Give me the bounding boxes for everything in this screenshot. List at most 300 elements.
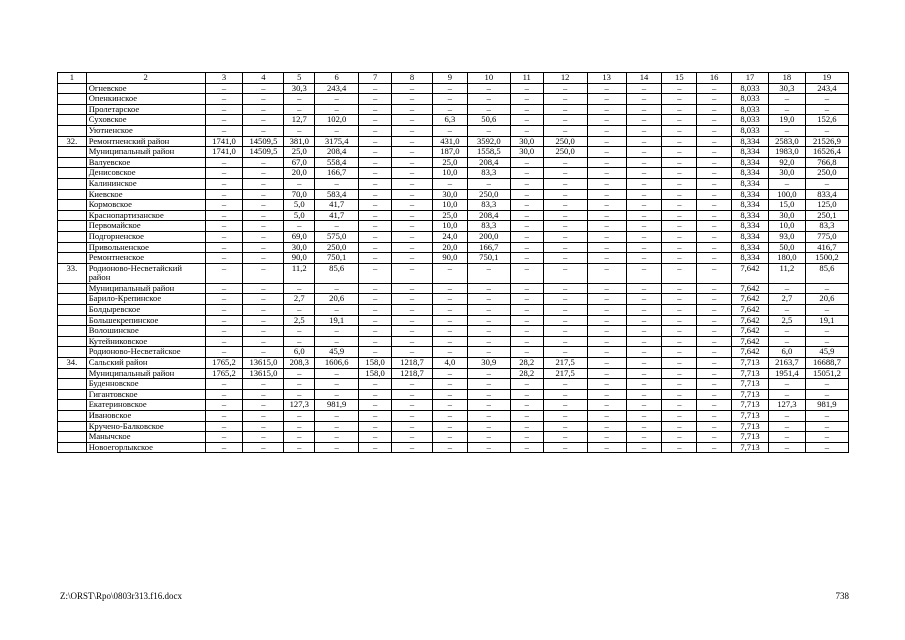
value-cell: – bbox=[205, 326, 243, 337]
value-cell: – bbox=[391, 157, 432, 168]
value-cell: – bbox=[662, 421, 697, 432]
value-cell: 7,713 bbox=[732, 432, 769, 443]
name-cell: Калининское bbox=[86, 178, 205, 189]
value-cell: 217,5 bbox=[543, 358, 587, 369]
value-cell: 7,713 bbox=[732, 379, 769, 390]
table-row bbox=[58, 379, 849, 390]
value-cell: – bbox=[243, 411, 284, 422]
value-cell: 7,642 bbox=[732, 347, 769, 358]
value-cell: 125,0 bbox=[805, 200, 848, 211]
value-cell: – bbox=[359, 432, 392, 443]
value-cell: 19,0 bbox=[768, 115, 805, 126]
value-cell: – bbox=[432, 336, 467, 347]
value-cell: 21526,9 bbox=[805, 136, 848, 147]
value-cell: 13615,0 bbox=[243, 358, 284, 369]
value-cell: – bbox=[626, 400, 662, 411]
row-number-cell bbox=[58, 189, 87, 200]
value-cell: – bbox=[432, 442, 467, 453]
value-cell: – bbox=[284, 125, 315, 136]
value-cell: 381,0 bbox=[284, 136, 315, 147]
value-cell: – bbox=[391, 411, 432, 422]
value-cell: 2583,0 bbox=[768, 136, 805, 147]
value-cell: 30,0 bbox=[284, 242, 315, 253]
value-cell: – bbox=[662, 400, 697, 411]
value-cell: – bbox=[662, 283, 697, 294]
value-cell: – bbox=[205, 421, 243, 432]
value-cell: – bbox=[432, 379, 467, 390]
table-row bbox=[58, 336, 849, 347]
value-cell: – bbox=[587, 242, 626, 253]
name-cell: Муниципальный район bbox=[86, 147, 205, 158]
value-cell: 766,8 bbox=[805, 157, 848, 168]
value-cell: – bbox=[359, 326, 392, 337]
value-cell: – bbox=[768, 94, 805, 105]
row-number-cell: 34. bbox=[58, 358, 87, 369]
value-cell: – bbox=[391, 189, 432, 200]
row-number-cell bbox=[58, 253, 87, 264]
value-cell: – bbox=[432, 178, 467, 189]
name-cell: Буденновское bbox=[86, 379, 205, 390]
value-cell: – bbox=[626, 389, 662, 400]
value-cell: – bbox=[768, 379, 805, 390]
value-cell: 3592,0 bbox=[467, 136, 510, 147]
value-cell: – bbox=[587, 168, 626, 179]
value-cell: 575,0 bbox=[315, 231, 359, 242]
value-cell: – bbox=[391, 442, 432, 453]
value-cell: 85,6 bbox=[315, 263, 359, 283]
name-cell: Огневское bbox=[86, 83, 205, 94]
value-cell: 15,0 bbox=[768, 200, 805, 211]
value-cell: – bbox=[359, 231, 392, 242]
value-cell: 243,4 bbox=[315, 83, 359, 94]
value-cell: 7,713 bbox=[732, 411, 769, 422]
value-cell: – bbox=[205, 115, 243, 126]
value-cell: – bbox=[587, 411, 626, 422]
value-cell: – bbox=[697, 326, 732, 337]
value-cell: – bbox=[662, 83, 697, 94]
value-cell: – bbox=[697, 400, 732, 411]
value-cell: – bbox=[626, 178, 662, 189]
value-cell: 7,642 bbox=[732, 305, 769, 316]
value-cell: – bbox=[243, 242, 284, 253]
value-cell: – bbox=[587, 104, 626, 115]
value-cell: – bbox=[543, 125, 587, 136]
value-cell: – bbox=[510, 115, 543, 126]
value-cell: – bbox=[432, 305, 467, 316]
value-cell: – bbox=[697, 189, 732, 200]
value-cell: – bbox=[662, 315, 697, 326]
table-row bbox=[58, 368, 849, 379]
value-cell: 7,642 bbox=[732, 326, 769, 337]
value-cell: 20,6 bbox=[805, 294, 848, 305]
value-cell: – bbox=[805, 94, 848, 105]
value-cell: – bbox=[391, 305, 432, 316]
header-row bbox=[58, 73, 849, 84]
value-cell: 2163,7 bbox=[768, 358, 805, 369]
value-cell: – bbox=[697, 347, 732, 358]
value-cell: 416,7 bbox=[805, 242, 848, 253]
value-cell: – bbox=[697, 253, 732, 264]
row-number-cell: 33. bbox=[58, 263, 87, 283]
value-cell: 208,4 bbox=[315, 147, 359, 158]
row-number-cell bbox=[58, 389, 87, 400]
value-cell: – bbox=[391, 432, 432, 443]
row-number-cell bbox=[58, 231, 87, 242]
value-cell: – bbox=[510, 178, 543, 189]
value-cell: – bbox=[805, 379, 848, 390]
value-cell: – bbox=[697, 421, 732, 432]
value-cell: – bbox=[205, 189, 243, 200]
value-cell: – bbox=[359, 283, 392, 294]
value-cell: – bbox=[467, 389, 510, 400]
value-cell: 14509,5 bbox=[243, 136, 284, 147]
value-cell: 5,0 bbox=[284, 200, 315, 211]
value-cell: 2,7 bbox=[768, 294, 805, 305]
value-cell: – bbox=[662, 168, 697, 179]
value-cell: – bbox=[205, 283, 243, 294]
value-cell: – bbox=[432, 326, 467, 337]
value-cell: – bbox=[391, 336, 432, 347]
value-cell: – bbox=[626, 315, 662, 326]
value-cell: – bbox=[662, 136, 697, 147]
value-cell: – bbox=[243, 125, 284, 136]
value-cell: – bbox=[587, 115, 626, 126]
value-cell: 775,0 bbox=[805, 231, 848, 242]
value-cell: 30,3 bbox=[768, 83, 805, 94]
value-cell: – bbox=[587, 379, 626, 390]
value-cell: 30,0 bbox=[768, 168, 805, 179]
value-cell: – bbox=[768, 104, 805, 115]
value-cell: – bbox=[391, 221, 432, 232]
value-cell: – bbox=[543, 221, 587, 232]
value-cell: 19,1 bbox=[315, 315, 359, 326]
value-cell: 8,334 bbox=[732, 242, 769, 253]
table-row bbox=[58, 294, 849, 305]
value-cell: – bbox=[662, 389, 697, 400]
value-cell: – bbox=[359, 347, 392, 358]
column-number-cell: 7 bbox=[359, 73, 392, 84]
value-cell: 250,1 bbox=[805, 210, 848, 221]
value-cell: – bbox=[243, 168, 284, 179]
table-row bbox=[58, 411, 849, 422]
value-cell: – bbox=[587, 326, 626, 337]
value-cell: 833,4 bbox=[805, 189, 848, 200]
value-cell: – bbox=[626, 347, 662, 358]
name-cell: Манычское bbox=[86, 432, 205, 443]
value-cell: – bbox=[697, 115, 732, 126]
value-cell: – bbox=[543, 283, 587, 294]
value-cell: – bbox=[391, 147, 432, 158]
value-cell: 152,6 bbox=[805, 115, 848, 126]
value-cell: – bbox=[626, 125, 662, 136]
value-cell: 28,2 bbox=[510, 368, 543, 379]
value-cell: 8,334 bbox=[732, 168, 769, 179]
value-cell: – bbox=[432, 263, 467, 283]
value-cell: – bbox=[391, 400, 432, 411]
value-cell: – bbox=[467, 305, 510, 316]
value-cell: – bbox=[543, 400, 587, 411]
value-cell: – bbox=[510, 336, 543, 347]
name-cell: Денисовское bbox=[86, 168, 205, 179]
row-number-cell bbox=[58, 125, 87, 136]
value-cell: – bbox=[432, 432, 467, 443]
name-cell: Родионово-Несветайский район bbox=[86, 263, 205, 283]
table-row bbox=[58, 242, 849, 253]
name-cell: Уютненское bbox=[86, 125, 205, 136]
value-cell: – bbox=[805, 411, 848, 422]
value-cell: 8,334 bbox=[732, 231, 769, 242]
value-cell: – bbox=[805, 305, 848, 316]
value-cell: – bbox=[510, 421, 543, 432]
value-cell: – bbox=[768, 389, 805, 400]
value-cell: – bbox=[359, 115, 392, 126]
value-cell: 90,0 bbox=[284, 253, 315, 264]
value-cell: 13615,0 bbox=[243, 368, 284, 379]
value-cell: – bbox=[467, 442, 510, 453]
value-cell: – bbox=[391, 263, 432, 283]
value-cell: – bbox=[359, 421, 392, 432]
value-cell: 8,033 bbox=[732, 83, 769, 94]
value-cell: – bbox=[205, 210, 243, 221]
value-cell: 83,3 bbox=[805, 221, 848, 232]
value-cell: 10,0 bbox=[432, 200, 467, 211]
value-cell: – bbox=[243, 442, 284, 453]
row-number-cell bbox=[58, 347, 87, 358]
value-cell: 981,9 bbox=[805, 400, 848, 411]
value-cell: – bbox=[662, 125, 697, 136]
value-cell: – bbox=[543, 442, 587, 453]
value-cell: – bbox=[315, 326, 359, 337]
value-cell: – bbox=[543, 189, 587, 200]
name-cell: Кутейниковское bbox=[86, 336, 205, 347]
name-cell: Сальский район bbox=[86, 358, 205, 369]
value-cell: – bbox=[805, 178, 848, 189]
value-cell: – bbox=[543, 389, 587, 400]
value-cell: 30,0 bbox=[510, 147, 543, 158]
table-body bbox=[58, 73, 849, 453]
name-cell: Краснопартизанское bbox=[86, 210, 205, 221]
value-cell: – bbox=[284, 421, 315, 432]
row-number-cell bbox=[58, 178, 87, 189]
name-cell: Кручено-Балковское bbox=[86, 421, 205, 432]
value-cell: – bbox=[662, 242, 697, 253]
value-cell: – bbox=[315, 379, 359, 390]
column-number-cell: 3 bbox=[205, 73, 243, 84]
value-cell: – bbox=[391, 421, 432, 432]
value-cell: – bbox=[359, 200, 392, 211]
value-cell: 1606,6 bbox=[315, 358, 359, 369]
value-cell: – bbox=[205, 125, 243, 136]
value-cell: – bbox=[391, 294, 432, 305]
row-number-cell bbox=[58, 210, 87, 221]
value-cell: 41,7 bbox=[315, 210, 359, 221]
value-cell: – bbox=[391, 94, 432, 105]
value-cell: 1218,7 bbox=[391, 368, 432, 379]
value-cell: – bbox=[391, 210, 432, 221]
value-cell: – bbox=[205, 305, 243, 316]
value-cell: – bbox=[697, 263, 732, 283]
table-row bbox=[58, 200, 849, 211]
value-cell: – bbox=[205, 400, 243, 411]
value-cell: 250,0 bbox=[543, 136, 587, 147]
value-cell: – bbox=[391, 200, 432, 211]
value-cell: – bbox=[587, 189, 626, 200]
value-cell: – bbox=[243, 379, 284, 390]
name-cell: Валуевское bbox=[86, 157, 205, 168]
value-cell: 5,0 bbox=[284, 210, 315, 221]
table-row bbox=[58, 283, 849, 294]
value-cell: – bbox=[510, 389, 543, 400]
value-cell: – bbox=[543, 315, 587, 326]
value-cell: – bbox=[587, 178, 626, 189]
value-cell: – bbox=[587, 368, 626, 379]
value-cell: – bbox=[359, 379, 392, 390]
value-cell: 10,0 bbox=[768, 221, 805, 232]
value-cell: – bbox=[662, 147, 697, 158]
value-cell: – bbox=[662, 442, 697, 453]
value-cell: – bbox=[805, 283, 848, 294]
row-number-cell: 32. bbox=[58, 136, 87, 147]
value-cell: – bbox=[467, 379, 510, 390]
column-number-cell: 18 bbox=[768, 73, 805, 84]
value-cell: 14509,5 bbox=[243, 147, 284, 158]
value-cell: – bbox=[587, 442, 626, 453]
value-cell: – bbox=[587, 125, 626, 136]
value-cell: 8,334 bbox=[732, 178, 769, 189]
table-row bbox=[58, 83, 849, 94]
value-cell: – bbox=[315, 104, 359, 115]
value-cell: – bbox=[626, 368, 662, 379]
value-cell: – bbox=[243, 115, 284, 126]
column-number-cell: 13 bbox=[587, 73, 626, 84]
value-cell: 83,3 bbox=[467, 200, 510, 211]
value-cell: – bbox=[543, 294, 587, 305]
value-cell: 41,7 bbox=[315, 200, 359, 211]
value-cell: – bbox=[510, 379, 543, 390]
value-cell: – bbox=[662, 336, 697, 347]
row-number-cell bbox=[58, 421, 87, 432]
name-cell: Барило-Крепинское bbox=[86, 294, 205, 305]
value-cell: 25,0 bbox=[432, 210, 467, 221]
table-row bbox=[58, 305, 849, 316]
value-cell: 8,334 bbox=[732, 157, 769, 168]
value-cell: – bbox=[662, 178, 697, 189]
row-number-cell bbox=[58, 200, 87, 211]
value-cell: – bbox=[391, 115, 432, 126]
column-number-cell: 4 bbox=[243, 73, 284, 84]
value-cell: – bbox=[697, 231, 732, 242]
value-cell: – bbox=[315, 336, 359, 347]
column-number-cell: 5 bbox=[284, 73, 315, 84]
value-cell: – bbox=[391, 168, 432, 179]
value-cell: 250,0 bbox=[467, 189, 510, 200]
value-cell: – bbox=[626, 358, 662, 369]
value-cell: – bbox=[697, 411, 732, 422]
value-cell: – bbox=[768, 411, 805, 422]
value-cell: 10,0 bbox=[432, 168, 467, 179]
value-cell: 166,7 bbox=[467, 242, 510, 253]
value-cell: – bbox=[510, 83, 543, 94]
value-cell: 83,3 bbox=[467, 168, 510, 179]
value-cell: – bbox=[662, 305, 697, 316]
value-cell: – bbox=[626, 263, 662, 283]
row-number-cell bbox=[58, 326, 87, 337]
column-number-cell: 9 bbox=[432, 73, 467, 84]
value-cell: – bbox=[432, 104, 467, 115]
value-cell: – bbox=[359, 104, 392, 115]
value-cell: – bbox=[662, 326, 697, 337]
row-number-cell bbox=[58, 368, 87, 379]
value-cell: 250,0 bbox=[543, 147, 587, 158]
value-cell: – bbox=[243, 263, 284, 283]
value-cell: – bbox=[432, 125, 467, 136]
value-cell: 16688,7 bbox=[805, 358, 848, 369]
value-cell: – bbox=[359, 336, 392, 347]
value-cell: – bbox=[587, 283, 626, 294]
table-row bbox=[58, 168, 849, 179]
value-cell: – bbox=[359, 400, 392, 411]
value-cell: – bbox=[697, 358, 732, 369]
value-cell: – bbox=[510, 305, 543, 316]
value-cell: – bbox=[510, 125, 543, 136]
row-number-cell bbox=[58, 379, 87, 390]
value-cell: 93,0 bbox=[768, 231, 805, 242]
row-number-cell bbox=[58, 400, 87, 411]
value-cell: 15051,2 bbox=[805, 368, 848, 379]
value-cell: 7,642 bbox=[732, 294, 769, 305]
value-cell: – bbox=[467, 347, 510, 358]
row-number-cell bbox=[58, 305, 87, 316]
value-cell: – bbox=[510, 242, 543, 253]
value-cell: – bbox=[205, 411, 243, 422]
value-cell: 127,3 bbox=[768, 400, 805, 411]
value-cell: – bbox=[510, 200, 543, 211]
value-cell: – bbox=[587, 347, 626, 358]
value-cell: – bbox=[284, 104, 315, 115]
value-cell: – bbox=[510, 442, 543, 453]
value-cell: – bbox=[805, 125, 848, 136]
value-cell: – bbox=[543, 253, 587, 264]
value-cell: – bbox=[626, 83, 662, 94]
value-cell: – bbox=[510, 283, 543, 294]
value-cell: – bbox=[359, 147, 392, 158]
value-cell: – bbox=[543, 157, 587, 168]
value-cell: – bbox=[432, 283, 467, 294]
document-path: Z:\ORST\Rpo\0803r313.f16.docx bbox=[60, 591, 182, 601]
table-row bbox=[58, 210, 849, 221]
value-cell: – bbox=[697, 432, 732, 443]
value-cell: – bbox=[432, 294, 467, 305]
value-cell: – bbox=[205, 221, 243, 232]
table-row bbox=[58, 347, 849, 358]
name-cell: Новоегорлыкское bbox=[86, 442, 205, 453]
value-cell: – bbox=[510, 221, 543, 232]
value-cell: 12,7 bbox=[284, 115, 315, 126]
value-cell: – bbox=[587, 294, 626, 305]
value-cell: – bbox=[768, 178, 805, 189]
value-cell: – bbox=[543, 178, 587, 189]
value-cell: 50,0 bbox=[768, 242, 805, 253]
value-cell: 7,642 bbox=[732, 283, 769, 294]
name-cell: Киевское bbox=[86, 189, 205, 200]
value-cell: – bbox=[243, 400, 284, 411]
name-cell: Первомайское bbox=[86, 221, 205, 232]
table-row bbox=[58, 104, 849, 115]
table-row bbox=[58, 136, 849, 147]
value-cell: – bbox=[662, 231, 697, 242]
value-cell: 8,334 bbox=[732, 210, 769, 221]
value-cell: – bbox=[243, 210, 284, 221]
